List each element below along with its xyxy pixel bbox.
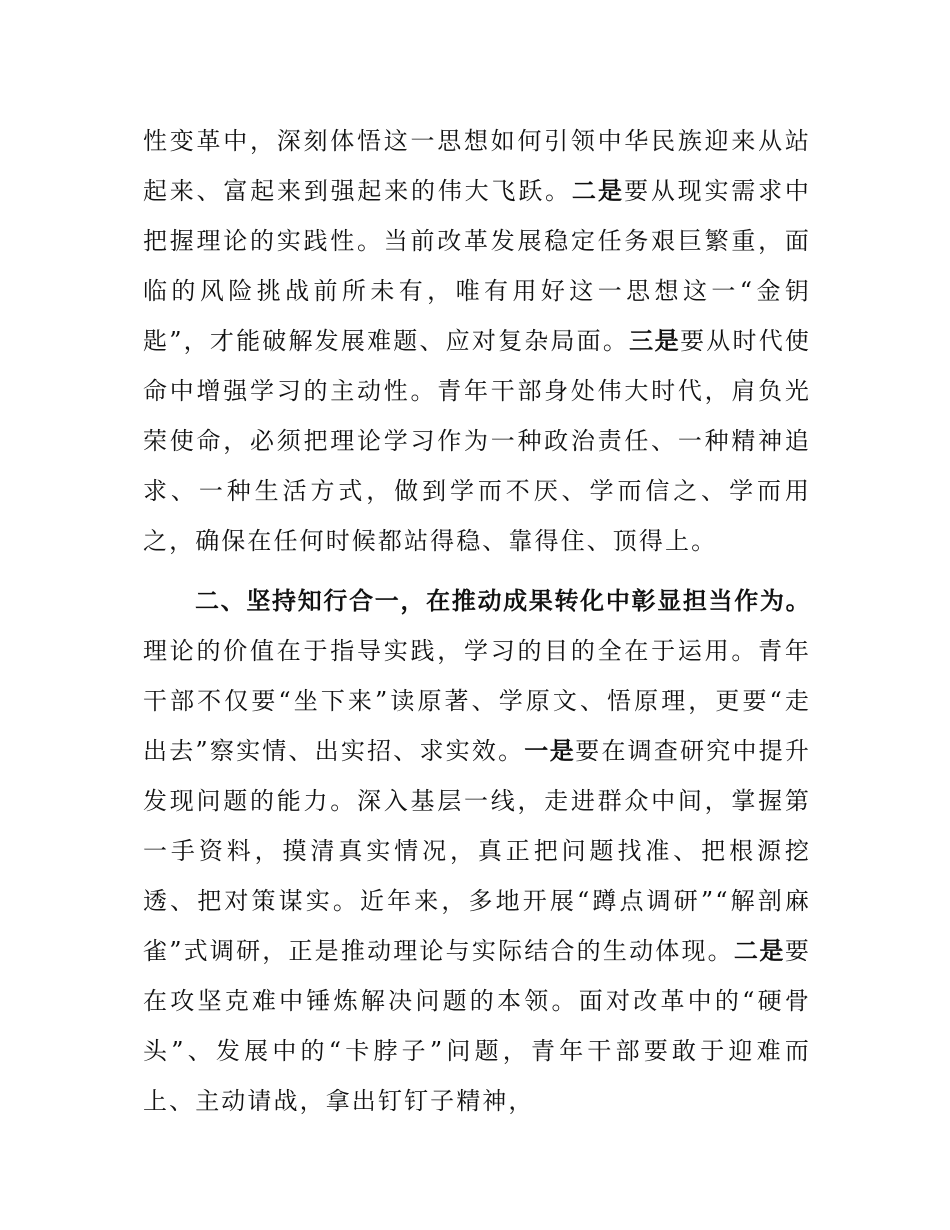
paragraph-2 [143, 576, 811, 1126]
paragraph-1-text-1: 性变革中，深刻体悟这一思想如何引领中华民族迎来从站起来、富起来到强起来的伟大飞跃。 [143, 127, 811, 205]
document-body [143, 116, 811, 1126]
paragraph-1-keyword-2: 二是 [571, 177, 625, 205]
paragraph-1-keyword-3: 三是 [629, 327, 681, 355]
paragraph-2-keyword-1: 一是 [524, 737, 576, 765]
paragraph-1-text-2: 要从现实需求中把握理论的实践性。当前改革发展稳定任务艰巨繁重，面临的风险挑战前所未有，唯有用好这一思想这一“金钥匙”，才能破解发展难题、应对复杂局面。 [143, 177, 811, 355]
paragraph-2-text-3: 要在攻坚克难中锤炼解决问题的本领。面对改革中的“硬骨头”、发展中的“卡脖子”问题，青年干部要敢于迎难而上、主动请战，拿出钉钉子精神， [143, 937, 811, 1115]
paragraph-2-text-1: 理论的价值在于指导实践，学习的目的全在于运用。青年干部不仅要“坐下来”读原著、学原文、悟原理，更要“走出去”察实情、出实招、求实效。 [143, 637, 811, 765]
paragraph-2-text-2: 要在调查研究中提升发现问题的能力。深入基层一线，走进群众中间，掌握第一手资料，摸清真实情况，真正把问题找准、把根源挖透、把对策谋实。近年来，多地开展“蹲点调研”“解剖麻雀”式调研，正是推动理论与实际结合的生动体现。 [143, 737, 811, 965]
section-heading: 二、坚持知行合一，在推动成果转化中彰显担当作为。 [195, 587, 811, 615]
paragraph-1 [143, 116, 811, 566]
paragraph-1-text-3: 要从时代使命中增强学习的主动性。青年干部身处伟大时代，肩负光荣使命，必须把理论学习作为一种政治责任、一种精神追求、一种生活方式，做到学而不厌、学而信之、学而用之，确保在任何时候都站得稳、靠得住、顶得上。 [143, 327, 812, 555]
paragraph-2-keyword-2: 二是 [733, 937, 785, 965]
